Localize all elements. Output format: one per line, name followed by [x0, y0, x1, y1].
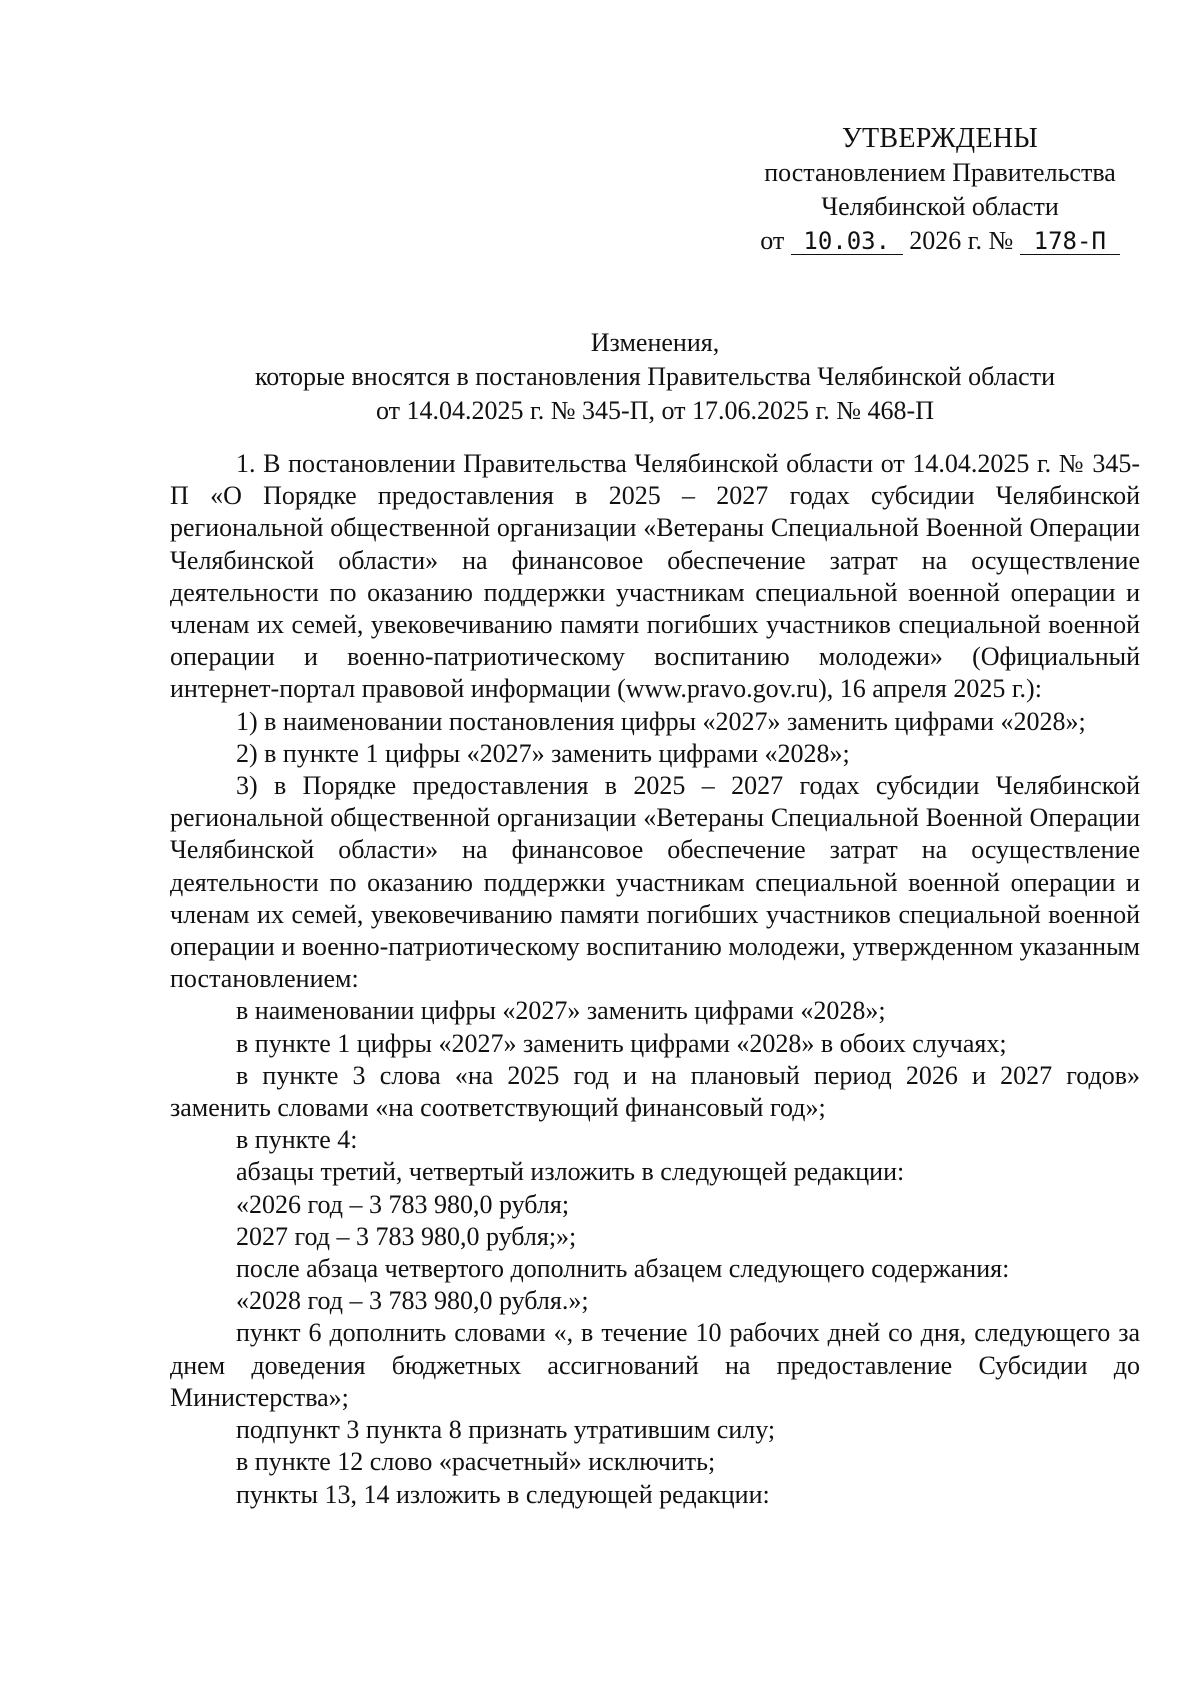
paragraph-11: 2027 год – 3 783 980,0 рубля;»; — [236, 1221, 577, 1251]
title-line-2: которые вносятся в постановления Правительства Челябинской области — [255, 362, 1055, 391]
title-line-3: от 14.04.2025 г. № 345-П, от 17.06.2025 г. № 468-П — [376, 396, 934, 425]
approval-line-2: Челябинской области — [821, 192, 1059, 221]
paragraph-7: в пункте 3 слова «на 2025 год и на плановый период 2026 и 2027 годов» заменить словами «на соответствующий финансовый год»; — [170, 1060, 1140, 1123]
paragraph-1: 1. В постановлении Правительства Челябинской области от 14.04.2025 г. № 345-П «О Порядке предоставления в 2025 – 2027 годах субсидии Челябинской региональной общественной организации «Ветераны Специальной Военной Операции Челябинской области» на финансовое обеспечение затрат на осуществление деятельности по оказанию поддержки участникам специальной военной операции и членам их семей, увековечиванию памяти погибших участников специальной военной операции и военно-патриотическому воспитанию молодежи» (Официальный интернет-портал правовой информации (www.pravo.gov.ru), 16 апреля 2025 г.): — [170, 449, 1140, 704]
number-field: 178-П — [1020, 228, 1120, 255]
paragraph-13: «2028 год – 3 783 980,0 рубля.»; — [236, 1286, 589, 1316]
paragraph-8: в пункте 4: — [236, 1125, 358, 1155]
document-body — [170, 448, 1140, 1511]
year-text: 2026 г. № — [909, 226, 1014, 255]
title-line-1: Изменения, — [590, 328, 720, 357]
date-field: 10.03. — [791, 228, 903, 255]
document-title — [170, 326, 1140, 428]
paragraph-10: «2026 год – 3 783 980,0 рубля; — [236, 1189, 570, 1219]
paragraph-12: после абзаца четвертого дополнить абзацем следующего содержания: — [236, 1254, 1010, 1284]
paragraph-2: 1) в наименовании постановления цифры «2027» заменить цифрами «2028»; — [236, 706, 1086, 736]
paragraph-9: абзацы третий, четвертый изложить в следующей редакции: — [236, 1157, 905, 1187]
paragraph-15: подпункт 3 пункта 8 признать утратившим силу; — [236, 1415, 776, 1445]
approved-heading: УТВЕРЖДЕНЫ — [841, 123, 1039, 154]
paragraph-5: в наименовании цифры «2027» заменить цифрами «2028»; — [236, 996, 886, 1026]
paragraph-17: пункты 13, 14 изложить в следующей редакции: — [236, 1479, 770, 1509]
paragraph-16: в пункте 12 слово «расчетный» исключить; — [236, 1447, 716, 1477]
paragraph-3: 2) в пункте 1 цифры «2027» заменить цифрами «2028»; — [236, 738, 850, 768]
date-prefix: от — [760, 226, 785, 255]
paragraph-6: в пункте 1 цифры «2027» заменить цифрами «2028» в обоих случаях; — [236, 1028, 1007, 1058]
approval-line-1: постановлением Правительства — [764, 158, 1116, 187]
paragraph-4: 3) в Порядке предоставления в 2025 – 2027 годах субсидии Челябинской региональной общественной организации «Ветераны Специальной Военной Операции Челябинской области» на финансовое обеспечение затрат на осуществление деятельности по оказанию поддержки участникам специальной военной операции и членам их семей, увековечиванию памяти погибших участников специальной военной операции и военно-патриотическому воспитанию молодежи, утвержденном указанным постановлением: — [170, 771, 1140, 994]
approval-date-line — [740, 224, 1140, 258]
approval-stamp-block — [740, 122, 1140, 258]
paragraph-14: пункт 6 дополнить словами «, в течение 10 рабочих дней со дня, следующего за днем доведения бюджетных ассигнований на предоставление Субсидии до Министерства»; — [170, 1318, 1140, 1412]
